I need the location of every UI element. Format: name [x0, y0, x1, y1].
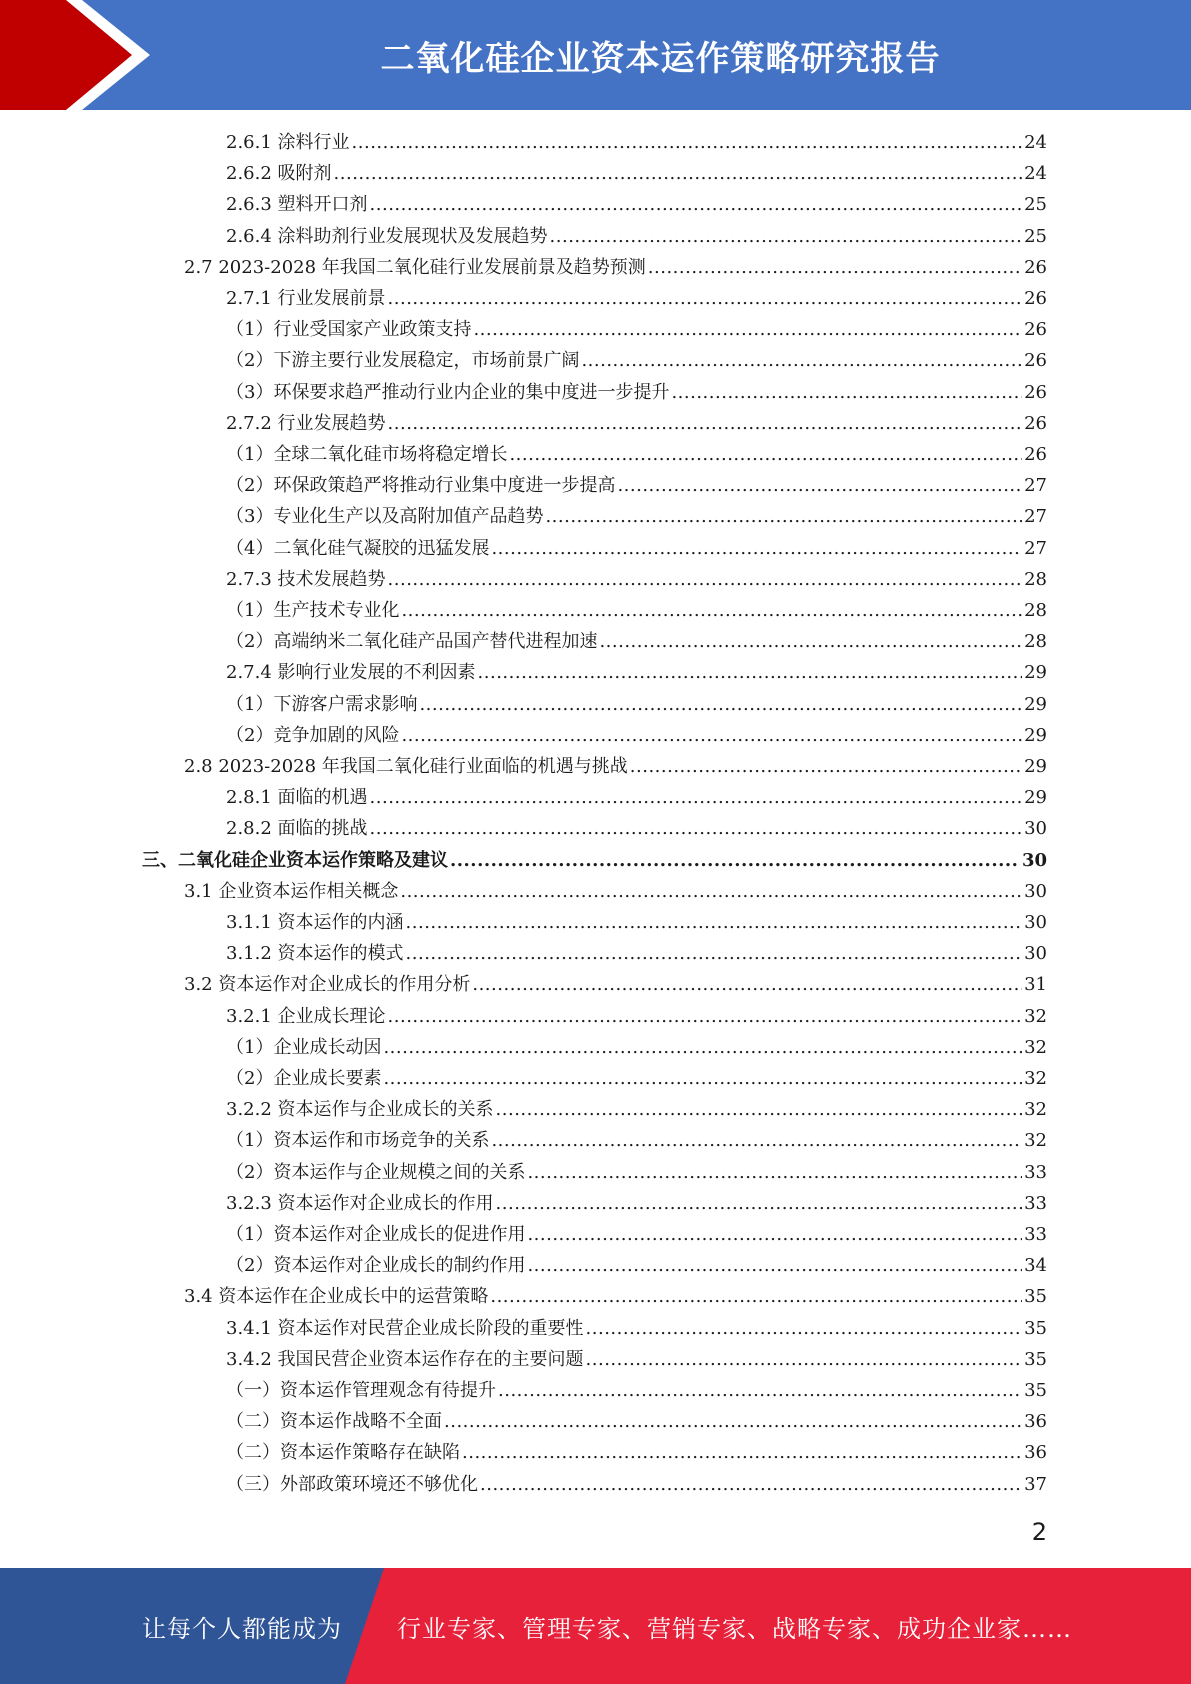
toc-entry[interactable]	[226, 345, 1047, 376]
toc-entry[interactable]	[226, 907, 1047, 938]
toc-entry[interactable]	[226, 938, 1047, 969]
toc-entry-page: 30	[1024, 818, 1047, 840]
toc-leader-dots	[527, 1250, 1022, 1281]
toc-entry[interactable]	[226, 1313, 1047, 1344]
toc-leader-dots	[527, 1157, 1022, 1188]
toc-entry[interactable]	[226, 533, 1047, 564]
toc-entry-page: 35	[1024, 1380, 1047, 1401]
toc-entry[interactable]	[226, 470, 1047, 501]
toc-entry[interactable]	[226, 314, 1047, 345]
toc-entry[interactable]	[226, 221, 1047, 252]
toc-entry[interactable]	[226, 689, 1047, 720]
toc-leader-dots	[473, 314, 1022, 345]
toc-entry-title: 2.8.1 面临的机遇	[226, 787, 368, 809]
toc-entry-page: 26	[1024, 256, 1047, 278]
toc-entry-title: （1）资本运作和市场竞争的关系	[226, 1130, 490, 1152]
toc-entry-title: （二）资本运作策略存在缺陷	[226, 1442, 460, 1464]
toc-entry-page: 25	[1024, 194, 1047, 216]
toc-entry-title: 2.8 2023-2028 年我国二氧化硅行业面临的机遇与挑战	[184, 756, 628, 777]
toc-entry-title: 3.4 资本运作在企业成长中的运营策略	[184, 1286, 489, 1308]
toc-entry-page: 32	[1024, 1068, 1047, 1089]
toc-entry-title: （1）行业受国家产业政策支持	[226, 319, 472, 341]
toc-entry-page: 35	[1024, 1317, 1047, 1339]
toc-entry-title: 3.4.1 资本运作对民营企业成长阶段的重要性	[226, 1317, 584, 1339]
toc-entry-title: （一）资本运作管理观念有待提升	[226, 1380, 496, 1401]
toc-entry[interactable]	[184, 1281, 1047, 1312]
toc-entry-title: （三）外部政策环境还不够优化	[226, 1473, 478, 1495]
toc-leader-dots	[599, 626, 1022, 657]
toc-entry-page: 24	[1024, 163, 1047, 185]
toc-entry-page: 37	[1024, 1473, 1047, 1495]
toc-leader-dots	[496, 1094, 1023, 1125]
toc-entry-title: （1）下游客户需求影响	[226, 693, 418, 715]
toc-entry-title: 2.8.2 面临的挑战	[226, 818, 368, 840]
toc-entry-page: 30	[1024, 880, 1047, 902]
toc-entry-page: 27	[1024, 537, 1047, 559]
toc-entry[interactable]	[226, 1094, 1047, 1125]
toc-leader-dots	[550, 221, 1023, 252]
toc-entry-title: （1）企业成长动因	[226, 1036, 382, 1058]
toc-entry-page: 29	[1024, 724, 1047, 746]
toc-entry-title: 2.6.1 涂料行业	[226, 132, 350, 153]
toc-leader-dots	[370, 813, 1023, 844]
toc-entry-page: 33	[1024, 1192, 1047, 1214]
toc-entry-title: 3.1.1 资本运作的内涵	[226, 912, 404, 933]
toc-entry-title: （2）高端纳米二氧化硅产品国产替代进程加速	[226, 631, 598, 653]
report-title: 二氧化硅企业资本运作策略研究报告	[380, 38, 941, 79]
toc-entry-page: 32	[1024, 1036, 1047, 1058]
toc-entry-page: 24	[1024, 132, 1047, 153]
toc-entry[interactable]	[226, 1157, 1047, 1188]
footer-slogan-right: 行业专家、管理专家、营销专家、战略专家、成功企业家……	[397, 1614, 1072, 1643]
toc-entry[interactable]	[226, 1344, 1047, 1375]
toc-entry-title: （1）资本运作对企业成长的促进作用	[226, 1224, 526, 1245]
toc-entry[interactable]	[226, 782, 1047, 813]
toc-leader-dots	[370, 782, 1023, 813]
toc-entry-page: 35	[1024, 1348, 1047, 1370]
toc-entry-page: 33	[1024, 1224, 1047, 1245]
page-number: 2	[1031, 1518, 1047, 1546]
toc-leader-dots	[388, 1001, 1023, 1032]
toc-entry-title: 2.7 2023-2028 年我国二氧化硅行业发展前景及趋势预测	[184, 256, 646, 278]
toc-entry-title: 2.6.4 涂料助剂行业发展现状及发展趋势	[226, 225, 548, 247]
toc-entry-page: 28	[1024, 568, 1047, 590]
toc-leader-dots	[383, 1032, 1022, 1063]
toc-entry[interactable]	[226, 1125, 1047, 1156]
toc-entry-page: 36	[1024, 1442, 1047, 1464]
toc-entry[interactable]	[226, 1437, 1047, 1468]
toc-entry[interactable]	[184, 751, 1047, 782]
toc-entry-title: 3.1.2 资本运作的模式	[226, 943, 404, 965]
toc-entry-page: 26	[1024, 444, 1047, 465]
toc-entry-page: 29	[1024, 787, 1047, 809]
footer-slogan-left: 让每个人都能成为	[142, 1614, 342, 1643]
header-red-arrow-icon	[0, 0, 160, 110]
toc-leader-dots	[406, 907, 1023, 938]
toc-leader-dots	[490, 1281, 1022, 1312]
toc-entry-title: （2）竞争加剧的风险	[226, 724, 400, 746]
toc-entry-title: 3.2.1 企业成长理论	[226, 1005, 386, 1027]
page-header	[0, 0, 1191, 110]
toc-entry-title: 2.6.2 吸附剂	[226, 163, 332, 185]
toc-leader-dots	[648, 252, 1022, 283]
toc-leader-dots	[462, 1437, 1022, 1468]
toc-entry-page: 27	[1024, 475, 1047, 497]
toc-leader-dots	[671, 377, 1022, 408]
toc-entry-page: 29	[1024, 756, 1047, 777]
toc-entry-page: 32	[1024, 1099, 1047, 1121]
toc-entry-page: 33	[1024, 1161, 1047, 1183]
toc-leader-dots	[491, 533, 1022, 564]
toc-entry-title: （二）资本运作战略不全面	[226, 1411, 442, 1433]
toc-entry[interactable]	[184, 876, 1047, 907]
toc-entry-page: 35	[1024, 1286, 1047, 1308]
toc-entry[interactable]	[142, 845, 1047, 876]
toc-entry[interactable]	[226, 564, 1047, 595]
toc-entry-title: 2.7.3 技术发展趋势	[226, 568, 386, 590]
toc-entry-page: 28	[1024, 631, 1047, 653]
toc-entry-page: 27	[1024, 506, 1047, 528]
toc-entry-page: 26	[1024, 381, 1047, 403]
toc-entry[interactable]	[226, 813, 1047, 844]
toc-entry-page: 29	[1024, 662, 1047, 684]
toc-leader-dots	[472, 969, 1022, 1000]
toc-entry-title: （2）资本运作与企业规模之间的关系	[226, 1161, 526, 1183]
toc-entry[interactable]	[226, 377, 1047, 408]
toc-leader-dots	[545, 501, 1022, 532]
toc-entry[interactable]	[226, 1375, 1047, 1406]
toc-entry-title: 3.2.2 资本运作与企业成长的关系	[226, 1099, 494, 1121]
toc-entry-title: 三、二氧化硅企业资本运作策略及建议	[142, 849, 448, 871]
toc-leader-dots	[491, 1125, 1022, 1156]
toc-entry-title: 3.2.3 资本运作对企业成长的作用	[226, 1192, 494, 1214]
toc-leader-dots	[586, 1313, 1023, 1344]
toc-entry-title: （3）专业化生产以及高附加值产品趋势	[226, 506, 544, 528]
toc-leader-dots	[388, 283, 1023, 314]
page-footer	[0, 1568, 1191, 1684]
toc-entry[interactable]	[226, 1001, 1047, 1032]
toc-entry-page: 30	[1024, 912, 1047, 933]
toc-leader-dots	[334, 158, 1023, 189]
toc-entry-page: 26	[1024, 288, 1047, 309]
toc-entry-title: （1）全球二氧化硅市场将稳定增长	[226, 444, 508, 465]
toc-entry-title: （2）下游主要行业发展稳定，市场前景广阔	[226, 350, 580, 372]
toc-leader-dots	[586, 1344, 1023, 1375]
toc-entry[interactable]	[184, 252, 1047, 283]
toc-leader-dots	[527, 1219, 1022, 1250]
toc-entry-title: （3）环保要求趋严推动行业内企业的集中度进一步提升	[226, 381, 670, 403]
toc-leader-dots	[401, 595, 1022, 626]
toc-entry[interactable]	[226, 657, 1047, 688]
toc-leader-dots	[450, 845, 1020, 876]
toc-leader-dots	[383, 1063, 1022, 1094]
toc-entry-page: 36	[1024, 1411, 1047, 1433]
toc-entry[interactable]	[226, 283, 1047, 314]
toc-entry-title: 2.6.3 塑料开口剂	[226, 194, 368, 216]
toc-leader-dots	[581, 345, 1022, 376]
toc-leader-dots	[406, 938, 1023, 969]
toc-entry-page: 26	[1024, 319, 1047, 341]
toc-entry[interactable]	[226, 408, 1047, 439]
toc-entry[interactable]	[226, 626, 1047, 657]
toc-entry-page: 26	[1024, 350, 1047, 372]
toc-entry-page: 32	[1024, 1005, 1047, 1027]
toc-leader-dots	[496, 1188, 1023, 1219]
toc-entry[interactable]	[226, 1250, 1047, 1281]
toc-entry-title: 2.7.2 行业发展趋势	[226, 412, 386, 434]
toc-leader-dots	[498, 1375, 1022, 1406]
toc-entry-title: （1）生产技术专业化	[226, 600, 400, 621]
toc-entry[interactable]	[226, 1032, 1047, 1063]
toc-entry[interactable]	[226, 1406, 1047, 1437]
toc-entry-title: （2）环保政策趋严将推动行业集中度进一步提高	[226, 475, 616, 497]
toc-entry-title: （2）企业成长要素	[226, 1068, 382, 1089]
toc-entry[interactable]	[226, 1063, 1047, 1094]
toc-entry-page: 31	[1024, 974, 1047, 996]
toc-entry[interactable]	[226, 127, 1047, 158]
toc-entry-title: 2.7.1 行业发展前景	[226, 288, 386, 309]
toc-leader-dots	[370, 189, 1023, 220]
toc-leader-dots	[388, 408, 1023, 439]
toc-entry[interactable]	[226, 720, 1047, 751]
toc-entry-page: 30	[1024, 943, 1047, 965]
toc-entry[interactable]	[226, 1219, 1047, 1250]
toc-entry-title: 3.2 资本运作对企业成长的作用分析	[184, 974, 471, 996]
toc-leader-dots	[444, 1406, 1022, 1437]
toc-entry[interactable]	[226, 439, 1047, 470]
toc-entry-page: 30	[1021, 849, 1047, 871]
toc-entry-page: 34	[1024, 1255, 1047, 1277]
toc-leader-dots	[400, 876, 1022, 907]
toc-entry-page: 28	[1024, 600, 1047, 621]
toc-entry[interactable]	[226, 189, 1047, 220]
toc-entry-title: （4）二氧化硅气凝胶的迅猛发展	[226, 537, 490, 559]
toc-leader-dots	[480, 1469, 1022, 1500]
toc-entry-page: 29	[1024, 693, 1047, 715]
toc-leader-dots	[401, 720, 1022, 751]
toc-entry-title: 3.4.2 我国民营企业资本运作存在的主要问题	[226, 1348, 584, 1370]
toc-entry[interactable]	[184, 969, 1047, 1000]
toc-entry[interactable]	[226, 595, 1047, 626]
toc-entry-page: 25	[1024, 225, 1047, 247]
toc-leader-dots	[617, 470, 1022, 501]
toc-leader-dots	[509, 439, 1022, 470]
toc-leader-dots	[352, 127, 1023, 158]
toc-leader-dots	[419, 689, 1022, 720]
toc-leader-dots	[478, 657, 1023, 688]
toc-entry[interactable]	[226, 1469, 1047, 1500]
toc-leader-dots	[630, 751, 1022, 782]
toc-entry-title: （2）资本运作对企业成长的制约作用	[226, 1255, 526, 1277]
toc-entry-title: 2.7.4 影响行业发展的不利因素	[226, 662, 476, 684]
toc-entry[interactable]	[226, 1188, 1047, 1219]
toc-entry-page: 26	[1024, 412, 1047, 434]
toc-leader-dots	[388, 564, 1023, 595]
toc-entry-page: 32	[1024, 1130, 1047, 1152]
toc-entry-title: 3.1 企业资本运作相关概念	[184, 880, 399, 902]
toc-entry[interactable]	[226, 158, 1047, 189]
toc-entry[interactable]	[226, 501, 1047, 532]
